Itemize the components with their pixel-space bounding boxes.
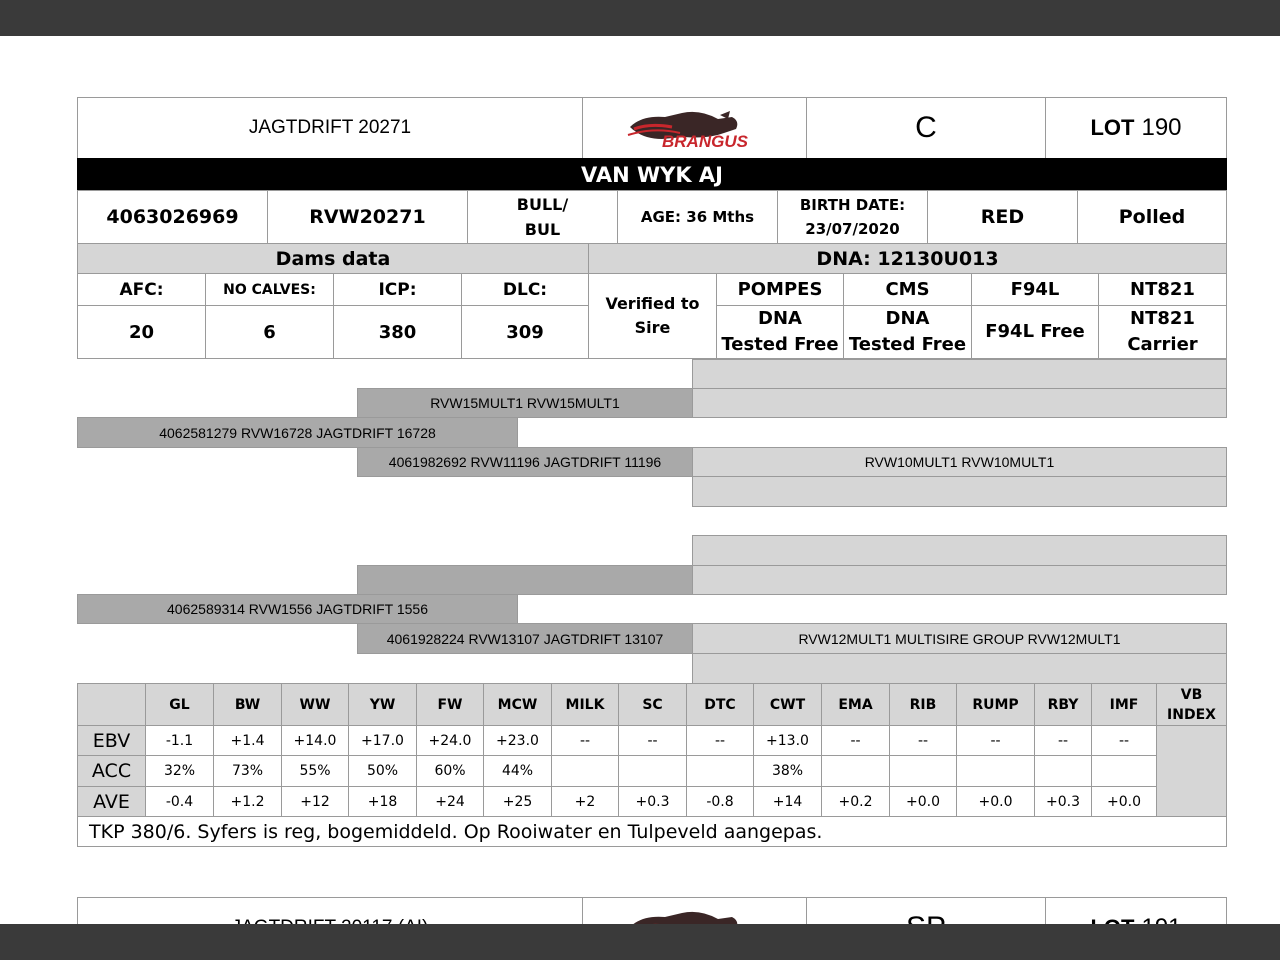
perf-cell-ave-gl: -0.4 (145, 786, 214, 817)
perf-cell-ebv-mcw: +23.0 (483, 725, 552, 756)
perf-header-fw: FW (416, 683, 484, 726)
verified-to-sire-cell (588, 273, 717, 359)
perf-cell-ebv-imf: -- (1091, 725, 1157, 756)
dam-header-dlc-label: DLC: (502, 279, 548, 300)
perf-cell-ebv-bw: +1.4 (213, 725, 282, 756)
perf-cell-ave-imf: +0.0 (1091, 786, 1157, 817)
birth-date-label: BIRTH DATE: (799, 196, 906, 214)
test-header-nt821 (1098, 273, 1227, 306)
vb-index-line1: VB (1180, 686, 1203, 703)
perf-header-ww: WW (281, 683, 349, 726)
dam-value-calves (205, 305, 334, 359)
test-result-nt821-line2: Carrier (1127, 334, 1198, 355)
dam-value-calves-text: 6 (263, 321, 276, 343)
lot-number: 190 (1141, 114, 1182, 141)
perf-cell-ebv-rump: -- (956, 725, 1035, 756)
pedigree-dam-dam (357, 623, 693, 654)
perf-row-label-ebv (77, 725, 146, 756)
animal-age: AGE: 36 Mths (640, 208, 755, 226)
colour: RED (980, 206, 1025, 228)
dam-header-afc (77, 273, 206, 306)
perf-cell-ave-ema: +0.2 (821, 786, 890, 817)
perf-header-ema: EMA (821, 683, 890, 726)
perf-header-gl: GL (145, 683, 214, 726)
dna-number: DNA: 12130U013 (816, 247, 999, 270)
perf-cell-ave-cwt: +14 (753, 786, 822, 817)
pedigree-sire-dam-sire (692, 447, 1227, 477)
pedigree-sire-sire-text: RVW15MULT1 RVW15MULT1 (430, 395, 620, 411)
perf-corner-cell (77, 683, 146, 726)
perf-cell-ave-rby: +0.3 (1034, 786, 1092, 817)
perf-cell-ebv-milk: -- (551, 725, 619, 756)
perf-row-label-acc (77, 755, 146, 787)
dna-header (588, 243, 1227, 274)
animal-reg: RVW20271 (309, 206, 426, 228)
animal-sex-cell (467, 190, 618, 244)
test-result-nt821 (1098, 305, 1227, 359)
vb-index-line2: INDEX (1167, 706, 1216, 723)
pedigree-gg-6 (692, 565, 1227, 595)
lot-cell (1045, 97, 1227, 159)
pedigree-dam-text: 4062589314 RVW1556 JAGTDRIFT 1556 (167, 601, 428, 617)
perf-cell-acc-dtc (686, 755, 754, 787)
dam-value-afc (77, 305, 206, 359)
perf-cell-acc-bw: 73% (213, 755, 282, 787)
perf-cell-acc-rump (956, 755, 1035, 787)
perf-header-dtc: DTC (686, 683, 754, 726)
pedigree-sire-dam (357, 447, 693, 477)
perf-cell-ave-rib: +0.0 (889, 786, 957, 817)
perf-cell-acc-rib (889, 755, 957, 787)
pedigree-sire-dam-text: 4061982692 RVW11196 JAGTDRIFT 11196 (388, 454, 662, 470)
owner-bar (77, 158, 1227, 191)
perf-cell-ave-sc: +0.3 (618, 786, 687, 817)
perf-cell-ave-mcw: +25 (483, 786, 552, 817)
test-result-nt821-line1: NT821 (1130, 308, 1195, 329)
perf-row-label-ave-text: AVE (93, 790, 130, 813)
vb-index-value (1156, 725, 1227, 817)
perf-header-sc: SC (618, 683, 687, 726)
perf-row-label-ebv-text: EBV (92, 729, 131, 752)
dams-data-header (77, 243, 589, 274)
perf-cell-acc-ema (821, 755, 890, 787)
test-name-f94l: F94L (1010, 279, 1060, 300)
test-result-cms-line1: DNA (885, 308, 930, 329)
perf-cell-ebv-rib: -- (889, 725, 957, 756)
test-result-cms-line2: Tested Free (848, 334, 967, 355)
brangus-logo-text: BRANGUS (661, 132, 748, 151)
animal-name-cell (77, 97, 583, 159)
verified-line1: Verified to (605, 294, 700, 313)
pedigree-gg-8 (692, 653, 1227, 684)
perf-cell-acc-fw: 60% (416, 755, 484, 787)
perf-cell-ave-bw: +1.2 (213, 786, 282, 817)
perf-cell-ave-dtc: -0.8 (686, 786, 754, 817)
perf-cell-ebv-ema: -- (821, 725, 890, 756)
dam-value-icp (333, 305, 462, 359)
perf-cell-acc-rby (1034, 755, 1092, 787)
test-result-pompes-line1: DNA (758, 308, 802, 329)
perf-cell-ebv-rby: -- (1034, 725, 1092, 756)
pedigree-sire-text: 4062581279 RVW16728 JAGTDRIFT 16728 (159, 424, 436, 441)
pedigree-gg-5 (692, 535, 1227, 566)
dam-header-calves (205, 273, 334, 306)
dam-header-calves-label: NO CALVES: (223, 281, 316, 298)
test-name-nt821: NT821 (1130, 279, 1195, 300)
perf-cell-ebv-fw: +24.0 (416, 725, 484, 756)
perf-header-mcw: MCW (483, 683, 552, 726)
animal-sex-line1: BULL/ (516, 195, 569, 214)
perf-cell-acc-cwt: 38% (753, 755, 822, 787)
perf-header-milk: MILK (551, 683, 619, 726)
perf-header-rib: RIB (889, 683, 957, 726)
pedigree-dam-sire (357, 565, 693, 595)
animal-name: JAGTDRIFT 20271 (248, 117, 412, 138)
perf-cell-acc-ww: 55% (281, 755, 349, 787)
dam-header-icp-label: ICP: (378, 279, 417, 300)
pedigree-dam-dam-sire-text: RVW12MULT1 MULTISIRE GROUP RVW12MULT1 (798, 630, 1121, 647)
dam-value-dlc-text: 309 (506, 321, 544, 343)
horn-status: Polled (1118, 206, 1186, 228)
brangus-logo-icon (620, 105, 770, 151)
perf-cell-ebv-gl: -1.1 (145, 725, 214, 756)
test-result-f94l (971, 305, 1099, 359)
perf-cell-ebv-dtc: -- (686, 725, 754, 756)
vb-index-header (1156, 683, 1227, 726)
perf-cell-acc-sc (618, 755, 687, 787)
dam-value-afc-text: 20 (128, 321, 155, 343)
dam-header-dlc (461, 273, 589, 306)
animal-id: 4063026969 (106, 206, 239, 228)
pedigree-dam-dam-text: 4061928224 RVW13107 JAGTDRIFT 13107 (386, 630, 664, 647)
dam-header-icp (333, 273, 462, 306)
verified-line2: Sire (634, 318, 671, 337)
test-result-f94l-line1: F94L Free (985, 321, 1085, 342)
dam-value-dlc (461, 305, 589, 359)
animal-id-cell (77, 190, 268, 244)
perf-row-label-ave (77, 786, 146, 817)
brangus-logo-cell (582, 97, 807, 159)
perf-cell-ebv-ww: +14.0 (281, 725, 349, 756)
perf-cell-ave-fw: +24 (416, 786, 484, 817)
test-header-f94l (971, 273, 1099, 306)
animal-sex-line2: BUL (524, 220, 561, 239)
test-name-pompes: POMPES (737, 279, 823, 300)
perf-cell-acc-gl: 32% (145, 755, 214, 787)
viewer-top-bar (0, 0, 1280, 36)
comment-cell (77, 816, 1227, 847)
perf-cell-acc-imf (1091, 755, 1157, 787)
perf-cell-ave-ww: +12 (281, 786, 349, 817)
perf-header-rby: RBY (1034, 683, 1092, 726)
pedigree-gg-1 (692, 359, 1227, 389)
perf-header-cwt: CWT (753, 683, 822, 726)
pedigree-dam-dam-sire (692, 623, 1227, 654)
birth-date: 23/07/2020 (805, 220, 900, 238)
perf-cell-ebv-yw: +17.0 (348, 725, 417, 756)
perf-cell-ebv-sc: -- (618, 725, 687, 756)
dams-data-label: Dams data (275, 247, 391, 270)
animal-reg-cell (267, 190, 468, 244)
dam-header-afc-label: AFC: (119, 279, 164, 300)
perf-header-imf: IMF (1091, 683, 1157, 726)
pedigree-sire-dam-sire-text: RVW10MULT1 RVW10MULT1 (864, 454, 1055, 470)
test-header-pompes (716, 273, 844, 306)
perf-cell-acc-milk (551, 755, 619, 787)
perf-cell-acc-yw: 50% (348, 755, 417, 787)
perf-cell-ave-yw: +18 (348, 786, 417, 817)
test-result-cms (843, 305, 972, 359)
grade-cell (806, 97, 1046, 159)
perf-header-bw: BW (213, 683, 282, 726)
viewer-bottom-bar (0, 924, 1280, 960)
colour-cell (927, 190, 1078, 244)
pedigree-sire-sire (357, 388, 693, 418)
test-result-pompes-line2: Tested Free (721, 334, 839, 355)
pedigree-gg-4 (692, 476, 1227, 507)
pedigree-sire (77, 417, 518, 448)
perf-cell-ebv-cwt: +13.0 (753, 725, 822, 756)
horn-cell (1077, 190, 1227, 244)
perf-row-label-acc-text: ACC (91, 760, 132, 782)
test-name-cms: CMS (885, 279, 930, 300)
pedigree-gg-2 (692, 388, 1227, 418)
perf-header-yw: YW (348, 683, 417, 726)
test-result-pompes (716, 305, 844, 359)
lot-label: LOT (1090, 115, 1135, 140)
pedigree-dam (77, 594, 518, 624)
perf-header-rump: RUMP (956, 683, 1035, 726)
owner-name: VAN WYK AJ (581, 162, 723, 187)
animal-age-cell (617, 190, 778, 244)
grade: C (915, 111, 937, 144)
perf-cell-ave-rump: +0.0 (956, 786, 1035, 817)
perf-cell-acc-mcw: 44% (483, 755, 552, 787)
birth-date-cell (777, 190, 928, 244)
test-header-cms (843, 273, 972, 306)
perf-cell-ave-milk: +2 (551, 786, 619, 817)
comment-text: TKP 380/6. Syfers is reg, bogemiddeld. Op Rooiwater en Tulpeveld aangepas. (89, 820, 823, 843)
dam-value-icp-text: 380 (378, 321, 417, 343)
